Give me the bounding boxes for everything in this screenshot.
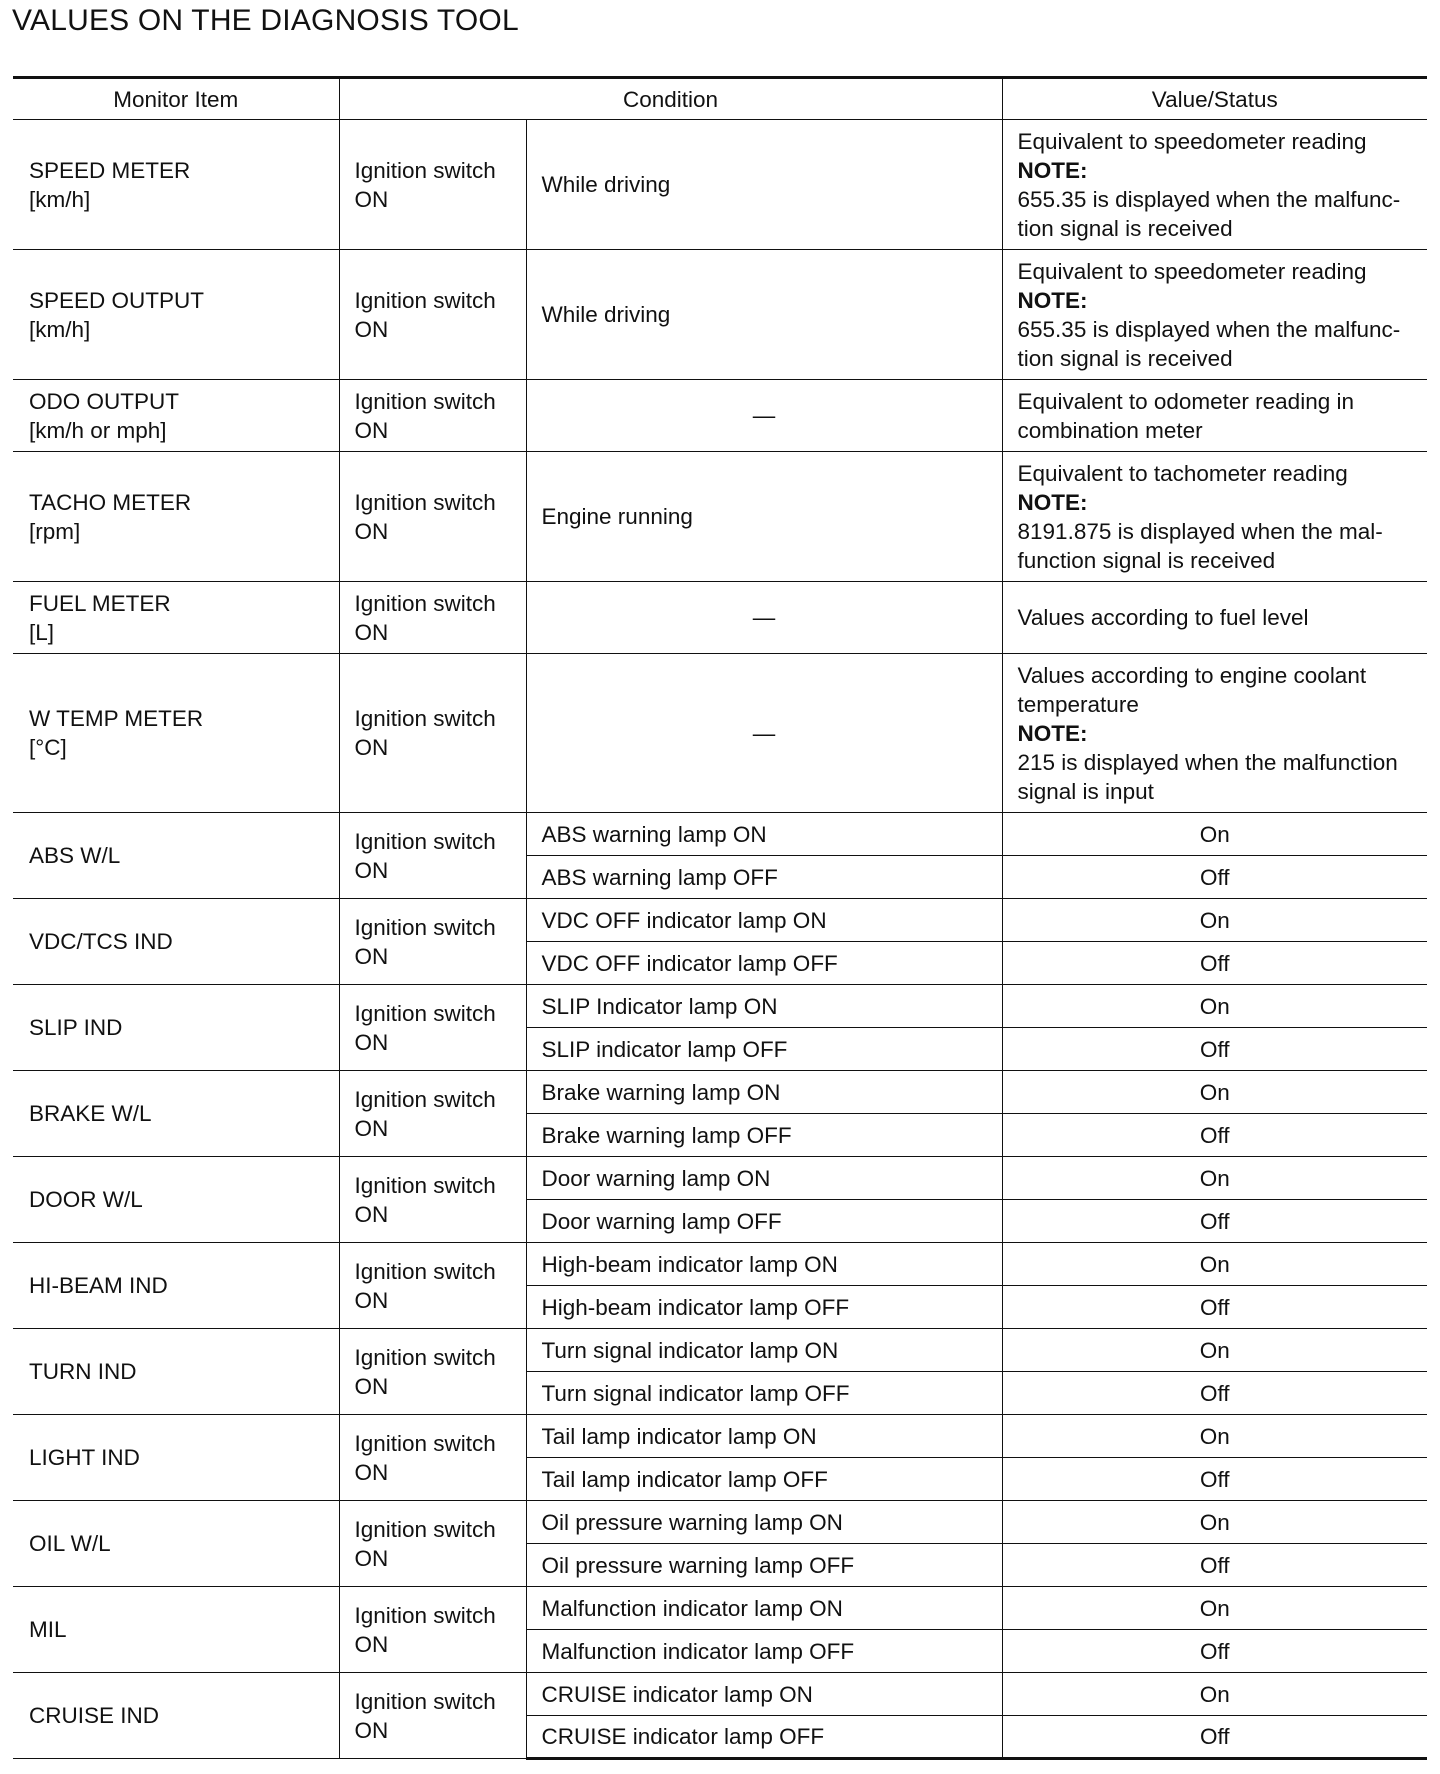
table-row [13, 899, 1427, 942]
cell-line: Values according to fuel level [1017, 605, 1309, 630]
value-on-cell: On [1002, 1415, 1427, 1458]
cell-line: tion signal is received [1017, 215, 1233, 241]
cell-line: Ignition switch [354, 388, 496, 414]
monitor-item-cell: CRUISE IND [13, 1673, 339, 1759]
table-row [13, 813, 1427, 856]
monitor-item-cell [13, 250, 339, 380]
monitor-item-cell: OIL W/L [13, 1501, 339, 1587]
condition-off-cell: Brake warning lamp OFF [526, 1114, 1002, 1157]
value-status-cell [1002, 582, 1427, 654]
table-row [13, 1501, 1427, 1544]
value-off-cell: Off [1002, 856, 1427, 899]
ignition-cell [339, 250, 526, 380]
value-off-cell: Off [1002, 1372, 1427, 1415]
table-row [13, 250, 1427, 380]
cell-line: ON [354, 857, 389, 883]
table-row [13, 582, 1427, 654]
cell-line: tion signal is received [1017, 345, 1233, 371]
value-status-cell [1002, 120, 1427, 250]
cell-line: Ignition switch [354, 1000, 496, 1026]
monitor-item-cell: BRAKE W/L [13, 1071, 339, 1157]
cell-line: ON [354, 1287, 389, 1313]
cell-line: W TEMP METER [29, 706, 204, 731]
value-off-cell: Off [1002, 1458, 1427, 1501]
monitor-item-cell [13, 120, 339, 250]
table-row [13, 985, 1427, 1028]
cell-line: 215 is displayed when the malfunction [1017, 749, 1398, 775]
condition-on-cell: Oil pressure warning lamp ON [526, 1501, 1002, 1544]
value-off-cell: Off [1002, 942, 1427, 985]
note-label: NOTE: [1017, 720, 1088, 746]
table-row [13, 1243, 1427, 1286]
monitor-item-cell [13, 380, 339, 452]
cell-line: Ignition switch [354, 1688, 496, 1714]
condition-cell: — [526, 582, 1002, 654]
monitor-item-cell [13, 654, 339, 813]
condition-on-cell: CRUISE indicator lamp ON [526, 1673, 1002, 1716]
condition-on-cell: Malfunction indicator lamp ON [526, 1587, 1002, 1630]
cell-line: ON [354, 518, 389, 544]
cell-line: ON [354, 1459, 389, 1485]
note-label: NOTE: [1017, 157, 1088, 183]
condition-on-cell: VDC OFF indicator lamp ON [526, 899, 1002, 942]
note-label: NOTE: [1017, 287, 1088, 313]
monitor-item-cell: DOOR W/L [13, 1157, 339, 1243]
header-row [13, 78, 1427, 120]
table-row [13, 1329, 1427, 1372]
condition-off-cell: CRUISE indicator lamp OFF [526, 1716, 1002, 1759]
cell-line: Ignition switch [354, 1602, 496, 1628]
cell-line: Ignition switch [354, 1258, 496, 1284]
condition-off-cell: SLIP indicator lamp OFF [526, 1028, 1002, 1071]
value-off-cell: Off [1002, 1630, 1427, 1673]
ignition-cell [339, 985, 526, 1071]
condition-cell: While driving [526, 250, 1002, 380]
cell-line: temperature [1017, 691, 1139, 717]
condition-on-cell: Turn signal indicator lamp ON [526, 1329, 1002, 1372]
monitor-item-cell: VDC/TCS IND [13, 899, 339, 985]
condition-cell: — [526, 654, 1002, 813]
value-on-cell: On [1002, 1673, 1427, 1716]
cell-line: ON [354, 943, 389, 969]
table-row [13, 654, 1427, 813]
value-on-cell: On [1002, 985, 1427, 1028]
condition-off-cell: ABS warning lamp OFF [526, 856, 1002, 899]
condition-on-cell: ABS warning lamp ON [526, 813, 1002, 856]
cell-line: Ignition switch [354, 287, 496, 313]
condition-off-cell: Malfunction indicator lamp OFF [526, 1630, 1002, 1673]
value-on-cell: On [1002, 1329, 1427, 1372]
header-value-status: Value/Status [1002, 78, 1427, 120]
condition-on-cell: High-beam indicator lamp ON [526, 1243, 1002, 1286]
cell-line: Ignition switch [354, 828, 496, 854]
table-row [13, 120, 1427, 250]
cell-line: Ignition switch [354, 1172, 496, 1198]
condition-cell: Engine running [526, 452, 1002, 582]
value-off-cell: Off [1002, 1544, 1427, 1587]
cell-line: Ignition switch [354, 706, 496, 731]
cell-line: function signal is received [1017, 547, 1276, 573]
cell-line: ON [354, 619, 389, 645]
table-row [13, 1415, 1427, 1458]
cell-line: ON [354, 1545, 389, 1571]
value-on-cell: On [1002, 813, 1427, 856]
cell-line: 8191.875 is displayed when the mal- [1017, 518, 1383, 544]
cell-line: Values according to engine coolant [1017, 662, 1367, 688]
cell-line: ON [354, 735, 389, 760]
cell-line: Ignition switch [354, 590, 496, 616]
table-row [13, 1157, 1427, 1200]
ignition-cell [339, 1071, 526, 1157]
value-off-cell: Off [1002, 1200, 1427, 1243]
value-status-cell [1002, 380, 1427, 452]
cell-line: Equivalent to speedometer reading [1017, 128, 1367, 154]
monitor-item-cell: LIGHT IND [13, 1415, 339, 1501]
condition-on-cell: Tail lamp indicator lamp ON [526, 1415, 1002, 1458]
header-monitor-item: Monitor Item [13, 78, 339, 120]
monitor-item-cell [13, 582, 339, 654]
value-on-cell: On [1002, 1157, 1427, 1200]
cell-line: [km/h] [29, 186, 91, 212]
value-on-cell: On [1002, 1501, 1427, 1544]
value-off-cell: Off [1002, 1286, 1427, 1329]
ignition-cell [339, 452, 526, 582]
ignition-cell [339, 1415, 526, 1501]
cell-line: ON [354, 1201, 389, 1227]
ignition-cell [339, 654, 526, 813]
cell-line: [°C] [29, 735, 67, 760]
cell-line: Equivalent to speedometer reading [1017, 258, 1367, 284]
ignition-cell [339, 899, 526, 985]
ignition-cell [339, 1329, 526, 1415]
cell-line: combination meter [1017, 417, 1203, 443]
cell-line: ON [354, 1029, 389, 1055]
cell-line: Equivalent to tachometer reading [1017, 460, 1348, 486]
value-on-cell: On [1002, 1071, 1427, 1114]
value-on-cell: On [1002, 1587, 1427, 1630]
table-row [13, 452, 1427, 582]
cell-line: ON [354, 316, 389, 342]
ignition-cell [339, 1587, 526, 1673]
condition-off-cell: Tail lamp indicator lamp OFF [526, 1458, 1002, 1501]
cell-line: [km/h] [29, 316, 91, 342]
note-label: NOTE: [1017, 489, 1088, 515]
cell-line: [km/h or mph] [29, 417, 167, 443]
cell-line: 655.35 is displayed when the malfunc- [1017, 316, 1401, 342]
monitor-item-cell: TURN IND [13, 1329, 339, 1415]
ignition-cell [339, 1157, 526, 1243]
table-row [13, 380, 1427, 452]
cell-line: Ignition switch [354, 1344, 496, 1370]
monitor-item-cell: ABS W/L [13, 813, 339, 899]
value-status-cell [1002, 654, 1427, 813]
ignition-cell [339, 1501, 526, 1587]
ignition-cell [339, 1673, 526, 1759]
cell-line: ON [354, 1717, 389, 1743]
diagnosis-values-table [13, 76, 1427, 1760]
cell-line: Ignition switch [354, 1516, 496, 1542]
cell-line: SPEED METER [29, 157, 191, 183]
header-condition: Condition [339, 78, 1002, 120]
monitor-item-cell: HI-BEAM IND [13, 1243, 339, 1329]
value-on-cell: On [1002, 1243, 1427, 1286]
cell-line: ODO OUTPUT [29, 388, 179, 414]
cell-line: ON [354, 1631, 389, 1657]
cell-line: TACHO METER [29, 489, 192, 515]
condition-cell: — [526, 380, 1002, 452]
condition-off-cell: High-beam indicator lamp OFF [526, 1286, 1002, 1329]
cell-line: ON [354, 417, 389, 443]
table-row [13, 1587, 1427, 1630]
table-row [13, 1673, 1427, 1716]
condition-off-cell: Door warning lamp OFF [526, 1200, 1002, 1243]
cell-line: signal is input [1017, 778, 1154, 804]
cell-line: [rpm] [29, 518, 81, 544]
ignition-cell [339, 1243, 526, 1329]
cell-line: ON [354, 186, 389, 212]
value-status-cell [1002, 452, 1427, 582]
value-off-cell: Off [1002, 1114, 1427, 1157]
page-title: VALUES ON THE DIAGNOSIS TOOL [12, 4, 519, 37]
monitor-item-cell [13, 452, 339, 582]
value-status-cell [1002, 250, 1427, 380]
condition-off-cell: VDC OFF indicator lamp OFF [526, 942, 1002, 985]
monitor-item-cell: SLIP IND [13, 985, 339, 1071]
monitor-item-cell: MIL [13, 1587, 339, 1673]
cell-line: FUEL METER [29, 590, 171, 616]
ignition-cell [339, 120, 526, 250]
value-off-cell: Off [1002, 1716, 1427, 1759]
cell-line: Ignition switch [354, 489, 496, 515]
cell-line: SPEED OUTPUT [29, 287, 205, 313]
condition-on-cell: SLIP Indicator lamp ON [526, 985, 1002, 1028]
cell-line: ON [354, 1373, 389, 1399]
cell-line: Equivalent to odometer reading in [1017, 388, 1354, 414]
value-on-cell: On [1002, 899, 1427, 942]
ignition-cell [339, 582, 526, 654]
condition-cell: While driving [526, 120, 1002, 250]
condition-on-cell: Brake warning lamp ON [526, 1071, 1002, 1114]
ignition-cell [339, 380, 526, 452]
cell-line: ON [354, 1115, 389, 1141]
cell-line: Ignition switch [354, 157, 496, 183]
condition-on-cell: Door warning lamp ON [526, 1157, 1002, 1200]
cell-line: 655.35 is displayed when the malfunc- [1017, 186, 1401, 212]
ignition-cell [339, 813, 526, 899]
cell-line: Ignition switch [354, 1430, 496, 1456]
cell-line: Ignition switch [354, 1086, 496, 1112]
table-row [13, 1071, 1427, 1114]
value-off-cell: Off [1002, 1028, 1427, 1071]
cell-line: [L] [29, 619, 55, 645]
condition-off-cell: Turn signal indicator lamp OFF [526, 1372, 1002, 1415]
cell-line: Ignition switch [354, 914, 496, 940]
condition-off-cell: Oil pressure warning lamp OFF [526, 1544, 1002, 1587]
